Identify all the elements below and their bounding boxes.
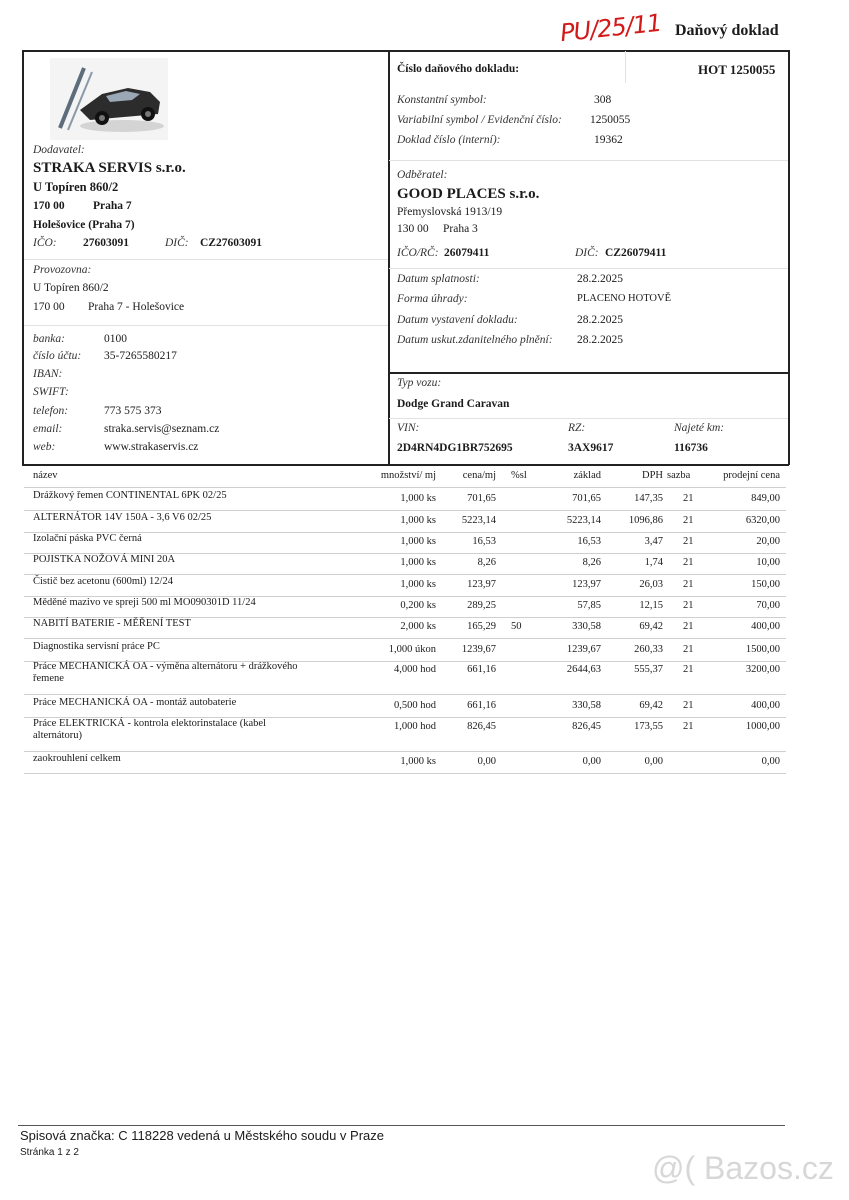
table-row	[31, 533, 786, 553]
account-label: číslo účtu:	[33, 350, 82, 362]
row-total: 10,00	[756, 557, 780, 568]
table-row	[31, 641, 786, 661]
web-label: web:	[33, 441, 56, 453]
premises-label: Provozovna:	[33, 264, 92, 276]
customer-label: Odběratel:	[397, 169, 448, 181]
row-name: Diagnostika servisní práce PC	[33, 641, 160, 652]
customer-street: Přemyslovská 1913/19	[397, 206, 503, 218]
row-price: 0,00	[477, 756, 496, 767]
row-total: 1500,00	[745, 644, 780, 655]
header-name: název	[33, 470, 58, 481]
document-title: Daňový doklad	[675, 22, 779, 39]
watermark: @( Bazos.cz	[652, 1150, 834, 1186]
row-qty: 1,000 ks	[400, 515, 436, 526]
row-qty: 1,000 hod	[394, 721, 436, 732]
customer-zip: 130 00	[397, 223, 429, 235]
supplier-name: STRAKA SERVIS s.r.o.	[33, 160, 186, 176]
row-name: Práce ELEKTRICKÁ - kontrola elektorinstalace (kabel	[33, 718, 266, 729]
issued-date: 28.2.2025	[577, 314, 623, 326]
email-value: straka.servis@seznam.cz	[104, 423, 220, 435]
table-row	[31, 597, 786, 617]
due-date: 28.2.2025	[577, 273, 623, 285]
supplier-city: Praha 7	[93, 200, 132, 212]
payment-label: Forma úhrady:	[397, 293, 468, 305]
row-base: 16,53	[577, 536, 601, 547]
premises-zip: 170 00	[33, 301, 65, 313]
row-qty: 1,000 ks	[400, 493, 436, 504]
handwritten-mark: PU/25/11	[558, 8, 663, 48]
supplier-dic-label: DIČ:	[165, 237, 189, 249]
vin-value: 2D4RN4DG1BR752695	[397, 442, 513, 454]
premises-city: Praha 7 - Holešovice	[88, 301, 185, 313]
row-total: 150,00	[751, 579, 780, 590]
table-row	[31, 512, 786, 532]
table-row	[31, 554, 786, 574]
email-label: email:	[33, 423, 63, 435]
header-qty: množství/ mj	[380, 470, 436, 481]
row-name: NABITÍ BATERIE - MĚŘENÍ TEST	[33, 618, 191, 629]
internal-number: 19362	[594, 134, 623, 146]
table-row	[31, 490, 786, 510]
supplier-logo	[50, 58, 168, 140]
row-name: Izolační páska PVC černá	[33, 533, 142, 544]
row-base: 701,65	[572, 493, 601, 504]
vehicle-type: Dodge Grand Caravan	[397, 398, 510, 410]
issued-date-label: Datum vystavení dokladu:	[397, 314, 518, 326]
iban-label: IBAN:	[33, 368, 63, 380]
row-vat: 69,42	[639, 700, 663, 711]
row-rate: 21	[683, 536, 694, 547]
supplier-label: Dodavatel:	[33, 144, 85, 156]
bank-label: banka:	[33, 333, 65, 345]
row-vat: 26,03	[639, 579, 663, 590]
row-base: 330,58	[572, 621, 601, 632]
supplier-street: U Topíren 860/2	[33, 180, 119, 194]
customer-ico-label: IČO/RČ:	[397, 247, 439, 259]
row-base: 1239,67	[566, 644, 601, 655]
row-base: 2644,63	[566, 664, 601, 675]
registry-note: Spisová značka: C 118228 vedená u Městského soudu v Praze	[20, 1128, 384, 1143]
row-total: 3200,00	[745, 664, 780, 675]
row-name: ALTERNÁTOR 14V 150A - 3,6 V6 02/25	[33, 512, 212, 523]
rz-label: RZ:	[568, 422, 586, 434]
km-value: 116736	[674, 442, 708, 454]
constant-symbol: 308	[594, 94, 612, 106]
taxable-date: 28.2.2025	[577, 334, 623, 346]
page-number: Stránka 1 z 2	[20, 1147, 79, 1158]
row-price: 8,26	[477, 557, 496, 568]
row-discount: 50	[511, 621, 522, 632]
customer-dic-label: DIČ:	[575, 247, 599, 259]
customer-dic: CZ26079411	[605, 247, 667, 259]
row-total: 6320,00	[745, 515, 780, 526]
header-base: základ	[573, 470, 601, 481]
row-qty: 2,000 ks	[400, 621, 436, 632]
header-discount: %sl	[511, 470, 527, 481]
row-total: 70,00	[756, 600, 780, 611]
supplier-ico: 27603091	[83, 237, 129, 249]
watermark-icon: @(	[652, 1150, 696, 1186]
row-name: Čistič bez acetonu (600ml) 12/24	[33, 576, 173, 587]
web-value: www.strakaservis.cz	[104, 441, 199, 453]
phone-label: telefon:	[33, 405, 69, 417]
table-row	[31, 576, 786, 596]
row-price: 165,29	[467, 621, 496, 632]
row-vat: 0,00	[644, 756, 663, 767]
row-price: 661,16	[467, 700, 496, 711]
row-qty: 1,000 úkon	[388, 644, 436, 655]
row-vat: 1096,86	[628, 515, 663, 526]
row-name-continued: řemene	[33, 673, 64, 684]
bank-value: 0100	[104, 333, 127, 345]
row-price: 1239,67	[461, 644, 496, 655]
km-label: Najeté km:	[674, 422, 725, 434]
row-base: 330,58	[572, 700, 601, 711]
swift-label: SWIFT:	[33, 386, 69, 398]
account-value: 35-7265580217	[104, 350, 177, 362]
vehicle-type-label: Typ vozu:	[397, 377, 442, 389]
row-total: 400,00	[751, 621, 780, 632]
customer-name: GOOD PLACES s.r.o.	[397, 186, 540, 202]
supplier-dic: CZ27603091	[200, 237, 262, 249]
row-qty: 1,000 ks	[400, 756, 436, 767]
supplier-ico-label: IČO:	[33, 237, 57, 249]
row-base: 57,85	[577, 600, 601, 611]
row-vat: 147,35	[634, 493, 663, 504]
row-base: 0,00	[582, 756, 601, 767]
row-name: Měděné mazivo ve spreji 500 ml MO090301D 11/24	[33, 597, 256, 608]
row-vat: 1,74	[644, 557, 663, 568]
row-price: 16,53	[472, 536, 496, 547]
row-base: 123,97	[572, 579, 601, 590]
header-vat: DPH	[641, 470, 663, 481]
row-vat: 555,37	[634, 664, 663, 675]
table-row	[31, 753, 786, 773]
row-total: 849,00	[751, 493, 780, 504]
row-name-continued: alternátoru)	[33, 730, 82, 741]
internal-number-label: Doklad číslo (interní):	[397, 134, 501, 146]
vin-label: VIN:	[397, 422, 420, 434]
row-rate: 21	[683, 557, 694, 568]
row-total: 20,00	[756, 536, 780, 547]
row-qty: 1,000 ks	[400, 557, 436, 568]
constant-symbol-label: Konstantní symbol:	[397, 94, 487, 106]
invoice-number: HOT 1250055	[698, 62, 776, 77]
customer-city: Praha 3	[443, 223, 478, 235]
row-vat: 69,42	[639, 621, 663, 632]
row-total: 1000,00	[745, 721, 780, 732]
header-rate: sazba	[667, 470, 691, 481]
row-qty: 1,000 ks	[400, 579, 436, 590]
row-total: 0,00	[761, 756, 780, 767]
row-price: 826,45	[467, 721, 496, 732]
row-name: Práce MECHANICKÁ OA - montáž autobaterie	[33, 697, 237, 708]
row-rate: 21	[683, 515, 694, 526]
variable-symbol: 1250055	[590, 114, 631, 126]
variable-symbol-label: Variabilní symbol / Evidenční číslo:	[397, 114, 562, 126]
row-qty: 0,200 ks	[400, 600, 436, 611]
table-row	[31, 618, 786, 638]
header-total: prodejní cena	[723, 470, 780, 481]
row-name: Práce MECHANICKÁ OA - výměna alternátoru + drážkového	[33, 661, 298, 672]
row-qty: 4,000 hod	[394, 664, 436, 675]
supplier-zip: 170 00	[33, 200, 65, 212]
row-rate: 21	[683, 664, 694, 675]
supplier-district: Holešovice (Praha 7)	[33, 219, 135, 231]
row-rate: 21	[683, 579, 694, 590]
row-qty: 0,500 hod	[394, 700, 436, 711]
customer-ico: 26079411	[444, 247, 490, 259]
row-base: 826,45	[572, 721, 601, 732]
row-rate: 21	[683, 644, 694, 655]
row-vat: 260,33	[634, 644, 663, 655]
row-rate: 21	[683, 621, 694, 632]
row-vat: 3,47	[644, 536, 663, 547]
table-row	[31, 718, 786, 752]
row-vat: 12,15	[639, 600, 663, 611]
row-rate: 21	[683, 721, 694, 732]
due-date-label: Datum splatnosti:	[397, 273, 480, 285]
row-vat: 173,55	[634, 721, 663, 732]
taxable-date-label: Datum uskut.zdanitelného plnění:	[397, 334, 553, 346]
header-price: cena/mj	[462, 470, 496, 481]
row-price: 5223,14	[461, 515, 496, 526]
row-price: 661,16	[467, 664, 496, 675]
row-total: 400,00	[751, 700, 780, 711]
row-name: Drážkový řemen CONTINENTAL 6PK 02/25	[33, 490, 227, 501]
row-name: POJISTKA NOŽOVÁ MINI 20A	[33, 554, 176, 565]
row-qty: 1,000 ks	[400, 536, 436, 547]
row-price: 701,65	[467, 493, 496, 504]
phone-value: 773 575 373	[104, 405, 162, 417]
row-base: 5223,14	[566, 515, 601, 526]
premises-street: U Topíren 860/2	[33, 282, 109, 294]
row-price: 289,25	[467, 600, 496, 611]
row-price: 123,97	[467, 579, 496, 590]
row-name: zaokrouhlení celkem	[33, 753, 121, 764]
table-row	[31, 697, 786, 717]
rz-value: 3AX9617	[568, 442, 614, 454]
row-rate: 21	[683, 493, 694, 504]
row-rate: 21	[683, 600, 694, 611]
row-rate: 21	[683, 700, 694, 711]
row-base: 8,26	[582, 557, 601, 568]
invoice-number-label: Číslo daňového dokladu:	[397, 63, 520, 75]
table-row	[31, 661, 786, 695]
payment-method: PLACENO HOTOVĚ	[577, 293, 672, 304]
